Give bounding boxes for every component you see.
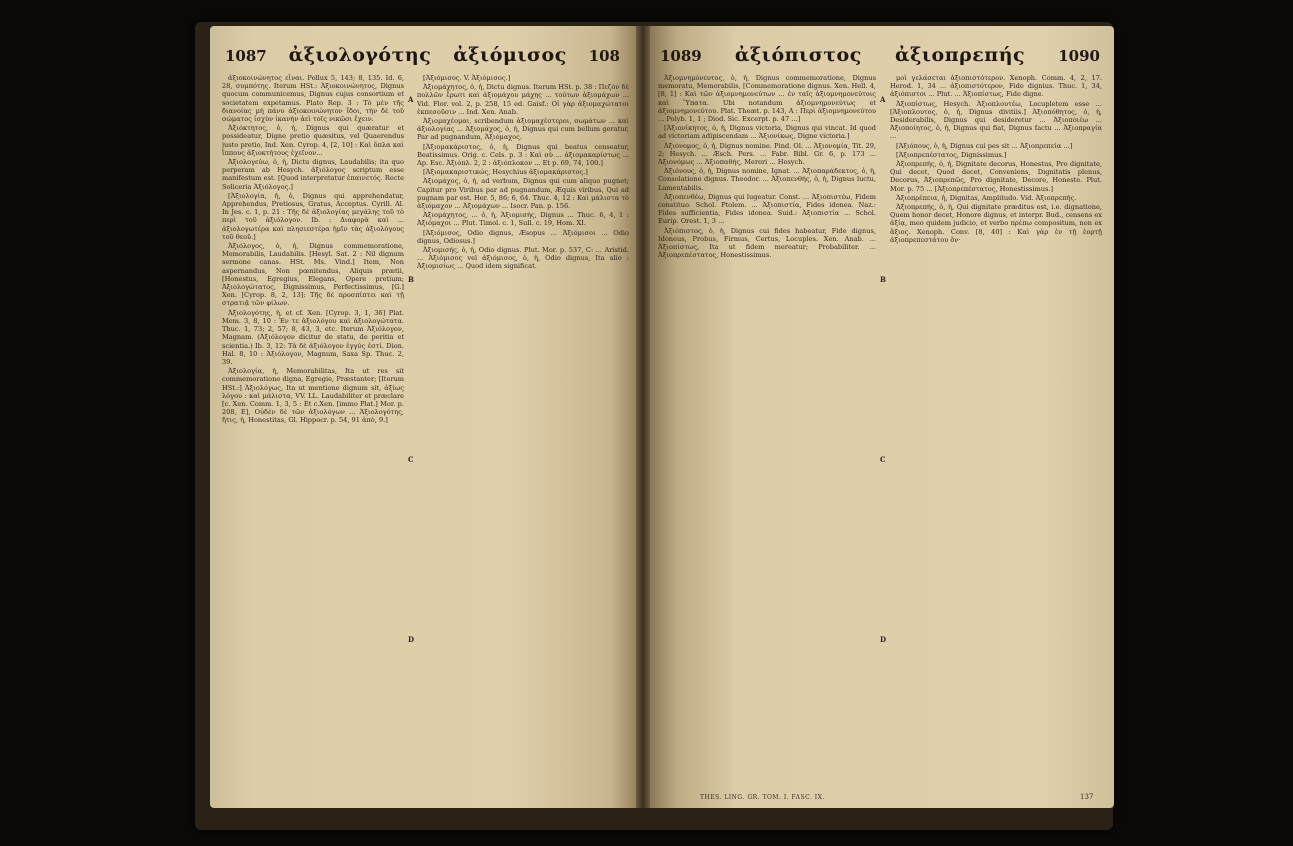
column-4 bbox=[890, 74, 1102, 794]
entry: Ἀξιολογία, ἡ, Memorabilitas, Ita ut res sit commemoratione digna, Egregie, Præstanter; [Iterum HSt.:] Ἀξιολόγως, Ita ut mentione dignum sit, ἀξίως λόγου : καὶ μάλιστα, VV. LL. Laudabiliter et præclare [c. Xen. Comm. 1, 3, 5 : Et c.Xen. [immo Plat.] Mor. p. 208, E], Οὐδὲν δὲ τῶν ἀξιολόγων ... Ἀξιολογότης, ἥτις, ἡ, Honestitas, Gl. Hippocr. p. 54, 91 ἀπὸ, 9.] bbox=[222, 367, 404, 425]
entry: Ἀξιοπενθέω, Dignus qui lugeatur. Const. ... Ἀξιοπιστέω, Fidem constituo. Schol. Ptolem. ... Ἀξιοπιστία, Fides idonea. Naz.: Fides sufficientia, Fides idonea. Suid.: Ἀξιοπιστία ... Schol. Eurip. Orest. 1, 3 ... bbox=[658, 192, 876, 226]
margin-letter-b-right: B bbox=[880, 275, 886, 284]
page-number-partial-right: 1089 bbox=[660, 47, 702, 65]
entry: [Ἀξιολογία, ἡ, ὁ, Dignus qui apprehendatur, Apprehendus, Pretiosus, Gratus, Acceptus. Cyrill. Al. In Jes. c. 1, p. 21 : Τῆς δὲ ἀξιολογίας μεγάλης τοῦ τὸ περὶ τοῦ ἀξιόλογον. Ib. : Διαφορὰ καὶ ... ἀξιολογωτέρα καὶ πλησιεστέρα ἡμῖν τὰς ἀξιολόγους τοῦ θεοῦ.] bbox=[222, 191, 404, 241]
entry: ἀξιοκοινώνητος εἶναι. Pollux 5, 143; 8, 135. Id. 6, 28, συμπότης. Iterum HSt.: Ἀξιοκοινώνητος, Dignus quocum communicemus, Dignus cujus consortium et societatem expetamus. Plato Rep. 3 : Τὸ μὲν τῆς διανοίας μὴ πάνυ ἀξιοκοινώνητον ἴδοι, τὴν δὲ τοῦ σώματος ἰσχὺν ἱκανὴν ἀεὶ τοῖς νικῶσι ἔχειν. bbox=[222, 74, 404, 124]
entry: Ἀξιολογεύω, ὁ, ἡ, Dictu dignus, Laudabilis; ita quo perperam ab Hesych. ἀξιόλογος scriptum esse manifestum est. [Quod interpretatur ἐπαινετός. Recte Soliceria Ἀξιόλογος.] bbox=[222, 158, 404, 191]
margin-letter-a-right: A bbox=[880, 95, 886, 104]
entry: [Ἀξιόμισος. V. Ἀξιόμισος.] bbox=[423, 74, 511, 82]
margin-letter-a: A bbox=[408, 95, 414, 104]
entry: Ἀξιοπρεπής, ὁ, ἡ, Dignitate decorus, Honestus, Pro dignitate, Qui decet, Quod decet, Conveniens, Dignitatis plenus, Decorus, Ἀξιοπρεπῶς, Pro dignitate, Decore, Honeste. Plut. Mor. p. 75 ... [Ἀξιοπρεπέστατος, Honestissimus.] bbox=[890, 160, 1102, 193]
entry: Ἀξιομισής, ὁ, ἡ, Odio dignus. Plut. Mor. p. 537, C: ... Aristid. ... Ἀξιόμισος vel ἀξιόμισος, ὁ, ἡ, Odio dignus, Ita alio : Ἀξιομισίως ... Quod idem significat. bbox=[417, 246, 629, 271]
headword-left-2: ἀξιόμισος bbox=[453, 44, 567, 66]
margin-letter-d: D bbox=[408, 635, 415, 644]
entry: Ἀξιοπίστως, Hesych. Ἀξιοπλουτέω, Locupletem esse ... [Ἀξιοπλουτος, ὁ, ἡ, Dignus divitiis.] Ἀξιοπόθητος, ὁ, ἡ, Desiderabilis, Dignus qui desideretur ... Ἀξιοποιέω ... Ἀξιοποίητος, ὁ, ἡ, Dignus qui fiat, Dignus factu ... Ἀξιοπραγία ... bbox=[890, 99, 1102, 141]
entry: [Ἀξιόπους, ὁ, ἡ, Dignus cui pes sit ... Ἀξιοπρεπεία ...] bbox=[896, 141, 1073, 150]
entry: [Ἀξιονίκητος, ὁ, ἡ, Dignus victoria, Dignus qui vincat. Id quod ad victoriam adipiscendam ... Ἀξιονίκως, Digne victoria.] bbox=[658, 124, 876, 141]
margin-letter-c-right: C bbox=[880, 455, 886, 464]
signature-number: 137 bbox=[1080, 793, 1094, 801]
margin-letter-c: C bbox=[408, 455, 414, 464]
margin-letter-d-right: D bbox=[880, 635, 887, 644]
entry: Ἀξιόνομος, ὁ, ἡ, Dignus nomine. Pind. Ol. ... Ἀξιονομία, Tit. 29, 2; Hesych. ... Æsch. Pers. ... Fabr. Bibl. Gr. 6, p. 173 ... Ἀξιονόμως ... Ἀξιοπαθής, Mereri ... Hesych. bbox=[658, 141, 876, 167]
book-gutter bbox=[636, 26, 650, 808]
column-2 bbox=[417, 74, 629, 794]
entry: [Ἀξιοπρεπέστατος, Dignissimus.] bbox=[896, 150, 1007, 159]
column-3 bbox=[658, 74, 876, 794]
entry: [Ἀξιόμισος, Odio dignus, Æsopus ... Ἀξιόμισοι ... Odio dignus, Odiosus.] bbox=[417, 228, 629, 245]
page-number-partial-left: 108 bbox=[588, 47, 620, 65]
entry: [Ἀξιομακαριστικώς, Hesychius ἀξιομακάριστος.] bbox=[423, 168, 588, 177]
entry: Ἀξιομνημόνευτος, ὁ, ἡ, Dignus commemoratione, Dignus memoratu, Memorabilis, [Commemoratione dignus. Xen. Hell. 4, [8, 1] : Καὶ τῶν ἀξιομνημονεύτων ... ἐν ταῖς ἀξιομνημονεύτοις καὶ Ὕπατα. Ubi notandum ἀξιομνημονεύτως et ἀξιομνημονεύτου. Plat. Theæt. p. 143, A : Περὶ ἀξιομνημονεύτου ... Polyb. 1, 1 ; Diod. Sic. Excerpt. p. 47 ...] bbox=[658, 74, 876, 124]
entry: Ἀξιόνους, ὁ, ἡ, Dignus nomine, Ignat. ... Ἀξιοπαράδεκτος, ὁ, ἡ, Consolatione dignus. Theodor. ... Ἀξιοπενθής, ὁ, ἡ, Dignus luctu, Lamentabilis. bbox=[658, 167, 876, 192]
entry: Ἀξιομαχέομαι, scribendum ἀξιομαχέστεροι, σωμάτων ... καὶ ἀξιολογίας ... Ἀξιομάχος, ὁ, ἡ, Dignus qui cum bellum geratur, Par ad pugnandum, Ἀξιόμαχος. bbox=[417, 117, 629, 142]
entry: Ἀξιόπιστος, ὁ, ἡ, Dignus cui fides habeatur, Fide dignus, Idoneus, Probus, Firmus, Certus, Locuples. Xen. Anab. ... Ἀξιοπίστως, Ita ut fidem mereatur; Probabiliter. ... Ἀξιοπρεπέστατος, Honestissimus. bbox=[658, 226, 876, 260]
entry: Ἀξιοπρεπής, ὁ, ἡ, Qui dignitate præditus est, i.e. dignatione, Quem honor decet, Honore dignus, et interpr. Bud., censens ex ἀξίᾳ, meo quidem judicio, et verbo πρέπω compositum, non ex ἄξιος. Xenoph. Conv. [8, 40] : Καὶ γὰρ ἐν τῇ ἑορτῇ ἀξιοπρεπεστάτου ὄν· bbox=[890, 203, 1102, 244]
entry: Ἀξιόλογος, ὁ, ἡ, Dignus commemoratione, Memorabilis, Laudabilis. [Hesyl. Sat. 2 : Nil dignum sermone canas. HSt. Ms. Vind.] Item, Non aspernandus, Non pœnitendus, Aliquis prætii, [Honestus, Egregius, Elegans, Opere pretium; Ἀξιολογώτατος, Dignissimus, Perfectissimus, [G.] Xen. [Cyrop. 8, 2, 13]: Τῆς δὲ προσπίπτει καὶ τῇ στρατιᾷ τῶν φίλων. bbox=[222, 242, 404, 308]
page-number-right: 1090 bbox=[1058, 47, 1100, 65]
column-1 bbox=[222, 74, 404, 794]
margin-letter-b: B bbox=[408, 275, 414, 284]
entry: Ἀξιόκτητος, ὁ, ἡ, Dignus qui quæratur et possideatur, Digne pretio quæsitus, vel Quaerendus justo pretio, Ind. Xen. Cyrop. 4, [2, 10] : Καὶ ὅπλα καὶ ἵππους ἀξιοκτήτους ἐχεῖνον... bbox=[222, 124, 404, 157]
headword-right: ἀξιόπιστος bbox=[734, 44, 862, 66]
entry: Ἀξιοπρέπεια, ἡ, Dignitas, Amplitudo. Vid. Ἀξιοπρεπής. bbox=[896, 193, 1077, 202]
page-number-left: 1087 bbox=[225, 47, 267, 65]
entry: Ἀξιολογότης, ἡ, et cf. Xen. [Cyrop. 3, 1, 36] Plat. Mem. 3, 8, 10 : Ἐν τε ἀξιολόγου καὶ ἀξιολογώτατα. Thuc. 1, 73; 2, 57; 8, 43, 3, etc. Iterum Ἀξιόλογον, Magnam. (Ἀξιόλογον dicitur de statu, de peritia et scientia.) Ib. 3, 12: Τὰ δὲ ἀξιόλογον ἐγγύς ἐστί. Dion. Hal. 8, 10 : Ἀξιόλογον, Magnum, Saxa Sp. Thuc. 2, 39. bbox=[222, 308, 404, 366]
entry: [Ἀξιομακάριστος, ὁ, ἡ, Dignus qui beatus censeatur, Beatissimus. Orig. c. Cels. p. 3 : Καὶ σὺ ... ἀξιομακαρίστως ... Ap. Esc. Ἀξιόπλ. 2, 2 : ἀξιόπλοκον ... Et p. 69, 74, 100.] bbox=[417, 142, 629, 168]
left-page-header bbox=[225, 44, 620, 70]
entry: μοὶ γελάσεται ἀξιοπιστότερον. Xenoph. Comm. 4, 2, 17. Herod. 1, 34 ... ἀξιοπιστότερον, Fide dignius. Thuc. 1, 34, ἀξιόπιστοι ... Plut. ... Ἀξιοπίστως, Fide digne. bbox=[890, 74, 1102, 99]
signature-mark: THES. LING. GR. TOM. I. FASC. IX. bbox=[700, 794, 825, 801]
headword-left: ἀξιολογότης bbox=[288, 44, 432, 66]
headword-right-2: ἀξιοπρεπής bbox=[894, 44, 1026, 66]
right-page-header bbox=[660, 44, 1100, 70]
entry: Ἀξιομάχητος, ... ὁ, ἡ, Ἀξιομισής, Dignus ... Thuc. 6, 4, 1 : Ἀξιόμαχοι ... Plut. Timol. c. 1, Sull. c. 19, Hom. XI. bbox=[417, 211, 629, 228]
entry: Ἀξιομάχητος, ὁ, ἡ, Dictu dignus. Iterum HSt. p. 38 : Πεζὸν δὲ πολλῶν ἔρωτι καὶ ἀξιομάχου μάχης ... τούτων ἀξιομάχων ... Vid. Flor. vol. 2, p. 258, 15 ed. Gaisf.: Οἱ γὰρ ἀξιομαχώτατοι ἐκπεσοῦσιν ... Ind. Xen. Anab. bbox=[417, 83, 629, 116]
entry: Ἀξιομάχος, ὁ, ἡ, ad verbum, Dignus qui cum aliquo pugnet; Capitur pro Viribus par ad pugnandum, Æquis viribus, Qui ad pugnam par est. Her. 5, 86; 6, 64. Thuc. 4, 12 : Καὶ μάλιστα τὸ ἀξιόμαχον ... Ἀξιομάχων ... Isocr. Pan. p. 156. bbox=[417, 177, 629, 211]
